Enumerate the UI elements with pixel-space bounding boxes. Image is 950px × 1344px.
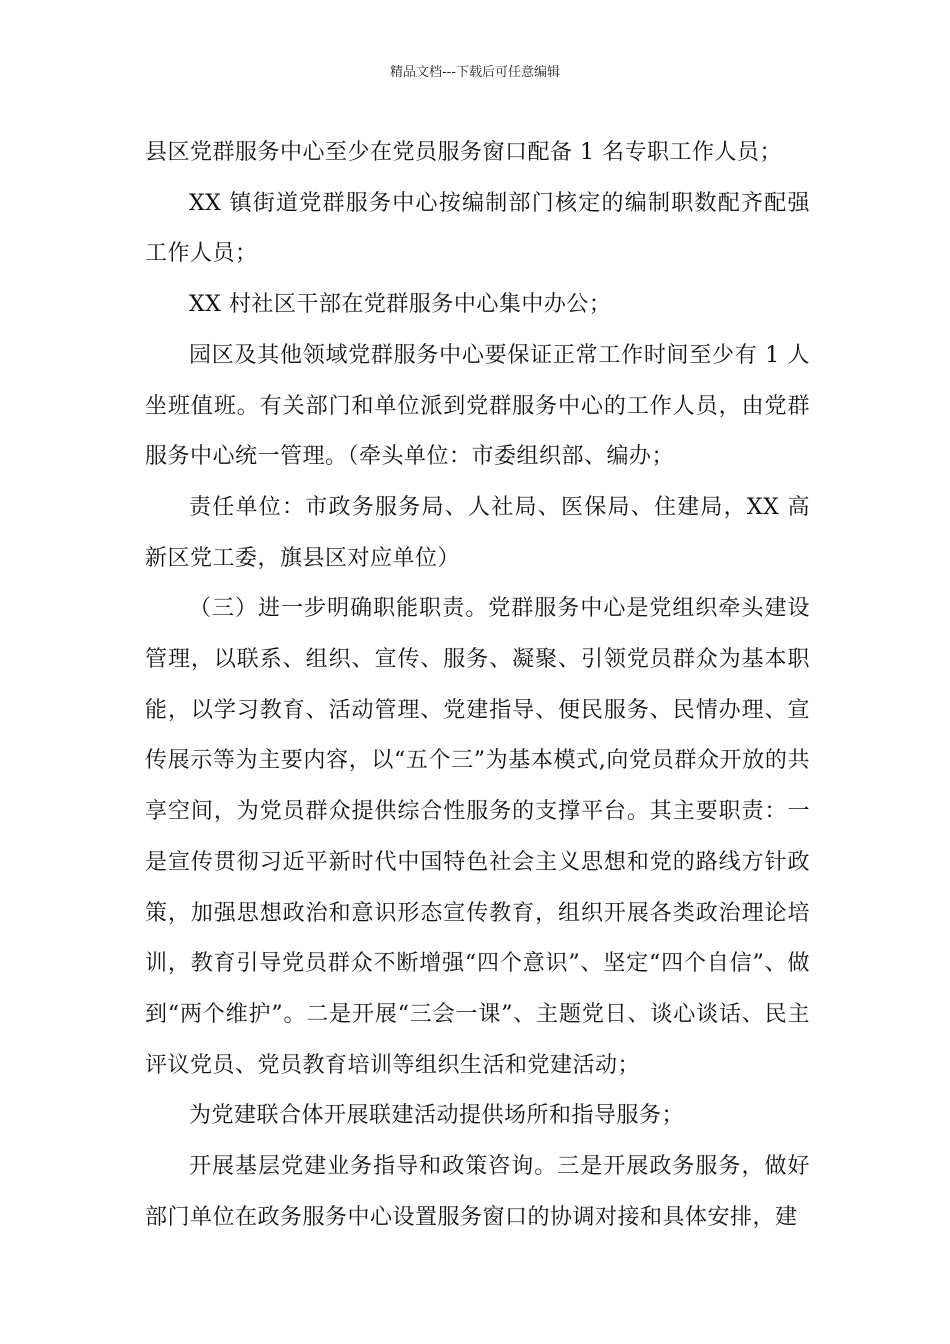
paragraph: 园区及其他领域党群服务中心要保证正常工作时间至少有 1 人坐班值班。有关部门和单位派到党群服务中心的工作人员，由党群服务中心统一管理。（牵头单位：市委组织部、编办； <box>145 342 810 470</box>
paragraph: 开展基层党建业务指导和政策咨询。三是开展政务服务，做好部门单位在政务服务中心设置服务窗口的协调对接和具体安排，建 <box>145 1154 810 1230</box>
paragraph: 为党建联合体开展联建活动提供场所和指导服务； <box>189 1103 685 1129</box>
paragraph: 责任单位：市政务服务局、人社局、医保局、住建局，XX 高新区党工委，旗县区对应单位） <box>145 494 810 571</box>
paragraph: XX 镇街道党群服务中心按编制部门核定的编制职数配齐配强工作人员； <box>145 190 810 267</box>
document-body <box>145 128 810 1243</box>
page-header: 精品文档---下载后可任意编辑 <box>389 65 561 80</box>
paragraph: XX 村社区干部在党群服务中心集中办公； <box>189 292 612 318</box>
paragraph: （三）进一步明确职能职责。党群服务中心是党组织牵头建设管理，以联系、组织、宣传、服务、凝聚、引领党员群众为基本职能，以学习教育、活动管理、党建指导、便民服务、民情办理、宣传展示等为主要内容，以“五个三”为基本模式,向党员群众开放的共享空间，为党员群众提供综合性服务的支撑平台。其主要职责：一是宣传贯彻习近平新时代中国特色社会主义思想和党的路线方针政策，加强思想政治和意识形态宣传教育，组织开展各类政治理论培训，教育引导党员群众不断增强“四个意识”、坚定“四个自信”、做到“两个维护”。二是开展“三会一课”、主题党日、谈心谈话、民主评议党员、党员教育培训等组织生活和党建活动； <box>145 596 810 1078</box>
paragraph: 县区党群服务中心至少在党员服务窗口配备 1 名专职工作人员； <box>145 140 782 165</box>
